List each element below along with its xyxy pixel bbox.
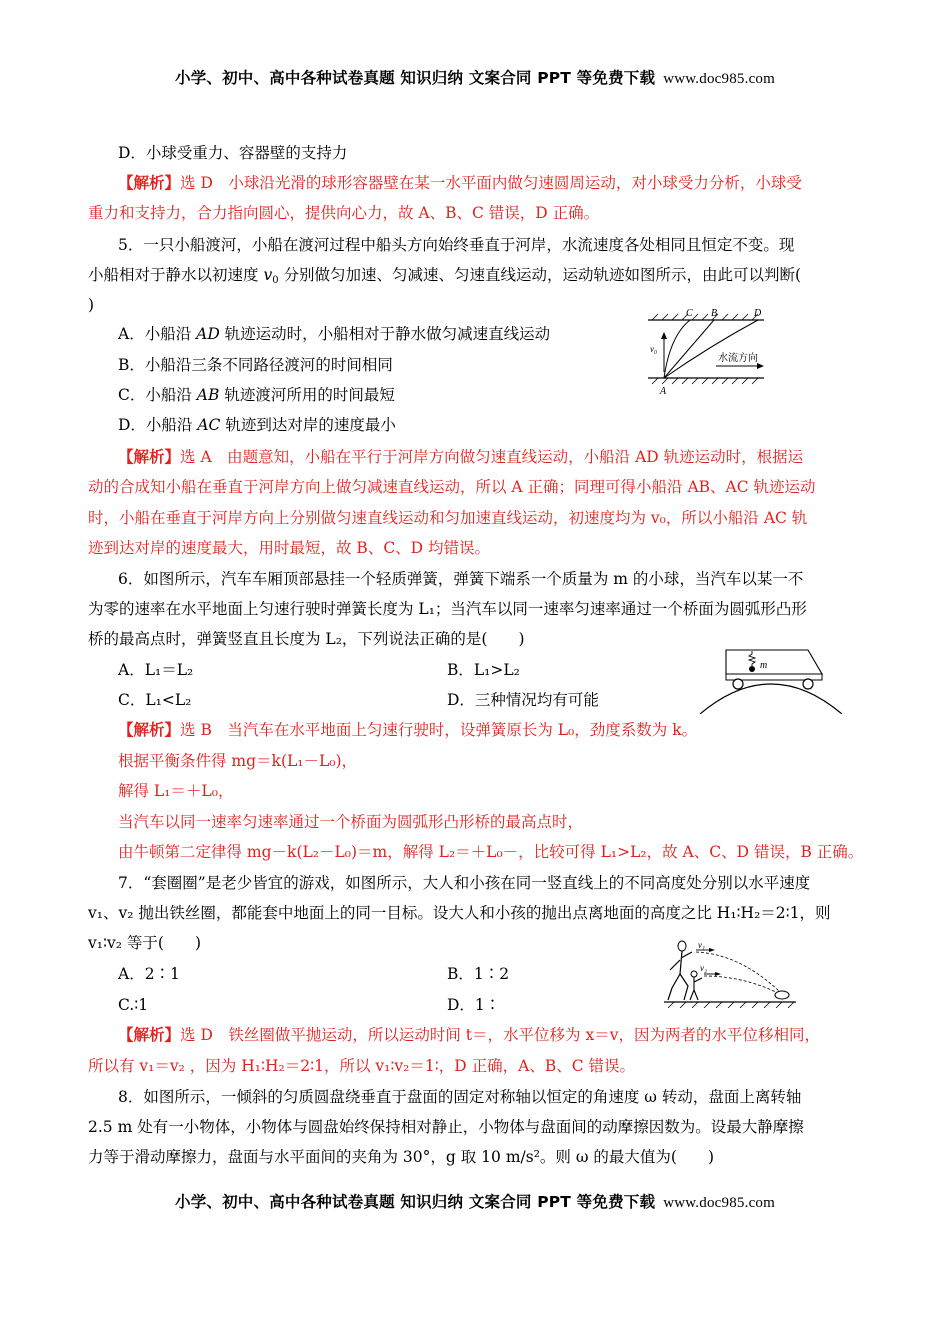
q8-stem-line-1: 8．如图所示，一倾斜的匀质圆盘绕垂直于盘面的固定对称轴以恒定的角速度 ω 转动，盘面上离转轴 bbox=[118, 1088, 802, 1106]
q7-stem-line-3: v₁∶v₂ 等于( ) bbox=[88, 934, 201, 952]
footer-url[interactable]: www.doc985.com bbox=[663, 1195, 775, 1211]
header-url[interactable]: www.doc985.com bbox=[663, 71, 775, 87]
q7-stem-line-2: v₁、v₂ 抛出铁丝圈，都能套中地面上的同一目标。设大人和小孩的抛出点离地面的高度之比 H₁∶H₂＝2∶1，则 bbox=[88, 904, 831, 922]
q5-river-figure bbox=[640, 306, 770, 396]
q5-fig-flow-label: 水流方向 bbox=[718, 353, 758, 364]
q8-stem-line-2: 2.5 m 处有一小物体，小物体与圆盘始终保持相对静止，小物体与盘面间的动摩擦因数为。设最大静摩擦 bbox=[88, 1118, 804, 1136]
q5-answer-line-2: 动的合成知小船在垂直于河岸方向上做匀减速直线运动，所以 A 正确；同理可得小船沿 AB、AC 轨迹运动 bbox=[88, 478, 816, 496]
q5-answer-text-1: 选 A 由题意知，小船在平行于河岸方向做匀速直线运动，小船沿 AD 轨迹运动时，根据运 bbox=[180, 448, 804, 466]
q7-ring-toss-figure bbox=[660, 938, 800, 1008]
q5-answer-line-4: 迹到达对岸的速度最大，用时最短，故 B、C、D 均错误。 bbox=[88, 539, 491, 557]
q6-stem-line-2: 为零的速率在水平地面上匀速行驶时弹簧长度为 L₁；当汽车以同一速率匀速率通过一个桥面为圆弧形凸形 bbox=[88, 600, 807, 618]
q5-option-a-var: AD bbox=[196, 325, 220, 343]
q7-fig-v2: v₂ bbox=[700, 963, 708, 973]
q5-option-a-prefix: A．小船沿 bbox=[118, 325, 197, 343]
q5-option-c-var: AB bbox=[196, 386, 220, 404]
q5-stem-line-2 bbox=[88, 265, 801, 285]
q6-option-c: C．L₁<L₂ bbox=[118, 691, 192, 709]
q4-option-d: D．小球受重力、容器壁的支持力 bbox=[118, 144, 348, 162]
q6-option-a: A．L₁＝L₂ bbox=[118, 661, 194, 679]
q4-answer-tag: 【解析】 bbox=[118, 173, 181, 192]
q5-stem-line-1: 5．一只小船渡河，小船在渡河过程中船头方向始终垂直于河岸，水流速度各处相同且恒定不变。现 bbox=[118, 236, 795, 254]
page-footer bbox=[0, 1190, 950, 1212]
q4-answer-text-1: 选 D 小球沿光滑的球形容器壁在某一水平面内做匀速圆周运动，对小球受力分析，小球受 bbox=[180, 174, 802, 192]
q4-answer-line-1 bbox=[118, 173, 802, 193]
q7-option-a: A．2∶1 bbox=[118, 965, 180, 983]
q5-option-d-var: AC bbox=[197, 416, 221, 434]
q5-fig-v0: v₀ bbox=[650, 344, 658, 354]
q5-fig-label-c: C bbox=[686, 308, 693, 319]
q7-option-d: D．1∶ bbox=[447, 996, 501, 1014]
q6-answer-line-1 bbox=[118, 720, 697, 740]
q5-option-c-prefix: C．小船沿 bbox=[118, 386, 197, 404]
q5-fig-label-a: A bbox=[660, 386, 667, 396]
footer-text: 小学、初中、高中各种试卷真题 知识归纳 文案合同 PPT 等免费下载 bbox=[175, 1193, 656, 1211]
q8-stem-line-3: 力等于滑动摩擦力，盘面与水平面间的夹角为 30°，g 取 10 m/s²。则 ω 的最大值为( ) bbox=[88, 1148, 715, 1166]
q6-answer-tag: 【解析】 bbox=[118, 720, 181, 739]
q5-option-d bbox=[118, 415, 396, 435]
q5-stem-v-sub: 0 bbox=[272, 275, 279, 286]
q5-fig-label-b: B bbox=[711, 308, 718, 319]
q5-option-c-suffix: 轨迹渡河所用的时间最短 bbox=[219, 386, 395, 404]
header-text: 小学、初中、高中各种试卷真题 知识归纳 文案合同 PPT 等免费下载 bbox=[175, 69, 656, 87]
q6-answer-line-3: 解得 L₁＝＋L₀， bbox=[118, 782, 234, 800]
q7-answer-line-2: 所以有 v₁＝v₂ ，因为 H₁∶H₂＝2∶1，所以 v₁∶v₂＝1∶，D 正确，A、B、C 错误。 bbox=[88, 1057, 635, 1075]
q6-car-figure bbox=[696, 644, 846, 714]
q4-answer-line-2: 重力和支持力，合力指向圆心，提供向心力，故 A、B、C 错误，D 正确。 bbox=[88, 204, 600, 222]
q6-stem-line-1: 6．如图所示，汽车车厢顶部悬挂一个轻质弹簧，弹簧下端系一个质量为 m 的小球，当汽车以某一不 bbox=[118, 570, 804, 588]
q6-answer-text-1: 选 B 当汽车在水平地面上匀速行驶时，设弹簧原长为 L₀，劲度系数为 k。 bbox=[180, 721, 698, 739]
q5-stem-v: v bbox=[263, 266, 273, 284]
q7-stem-line-1: 7．“套圈圈”是老少皆宜的游戏，如图所示，大人和小孩在同一竖直线上的不同高度处分别以水平速度 bbox=[118, 874, 811, 892]
q7-option-b: B．1∶2 bbox=[447, 965, 510, 983]
q7-fig-v1: v₁ bbox=[698, 940, 706, 950]
q5-answer-line-1 bbox=[118, 447, 803, 467]
q5-stem-line-3: ) bbox=[88, 296, 95, 314]
q6-answer-line-4: 当汽车以同一速率匀速率通过一个桥面为圆弧形凸形桥的最高点时， bbox=[118, 813, 584, 831]
q5-stem-2b: 分别做匀加速、匀减速、匀速直线运动，运动轨迹如图所示，由此可以判断( bbox=[278, 266, 802, 284]
q5-option-a bbox=[118, 324, 550, 344]
q5-option-d-prefix: D．小船沿 bbox=[118, 416, 198, 434]
q6-fig-mass: m bbox=[760, 660, 768, 671]
q7-answer-line-1 bbox=[118, 1025, 820, 1045]
q5-answer-tag: 【解析】 bbox=[118, 447, 181, 466]
q5-option-a-suffix: 轨迹运动时，小船相对于静水做匀减速直线运动 bbox=[219, 325, 551, 343]
q5-stem-2a: 小船相对于静水以初速度 bbox=[88, 266, 264, 284]
q5-option-c bbox=[118, 385, 395, 405]
q5-option-b: B．小船沿三条不同路径渡河的时间相同 bbox=[118, 356, 393, 374]
q7-answer-text-1: 选 D 铁丝圈做平抛运动，所以运动时间 t＝，水平位移为 x＝v，因为两者的水平位移相同， bbox=[180, 1026, 820, 1044]
q6-answer-line-5: 由牛顿第二定律得 mg－k(L₂－L₀)＝m，解得 L₂＝＋L₀－，比较可得 L₁>L₂，故 A、C、D 错误，B 正确。 bbox=[118, 843, 864, 861]
q7-answer-tag: 【解析】 bbox=[118, 1025, 181, 1044]
page-header bbox=[0, 66, 950, 88]
q6-answer-line-2: 根据平衡条件得 mg＝k(L₁－L₀)， bbox=[118, 752, 358, 770]
q5-fig-label-d: D bbox=[754, 308, 762, 319]
q6-option-b: B．L₁>L₂ bbox=[447, 661, 520, 679]
q6-option-d: D．三种情况均有可能 bbox=[447, 691, 599, 709]
q7-option-c: C.∶1 bbox=[118, 996, 149, 1014]
q5-answer-line-3: 时，小船在垂直于河岸方向上分别做匀速直线运动和匀加速直线运动，初速度均为 v₀，所以小船沿 AC 轨 bbox=[88, 509, 808, 527]
q6-stem-line-3: 桥的最高点时，弹簧竖直且长度为 L₂，下列说法正确的是( ) bbox=[88, 630, 525, 648]
q5-option-d-suffix: 轨迹到达对岸的速度最小 bbox=[220, 416, 396, 434]
